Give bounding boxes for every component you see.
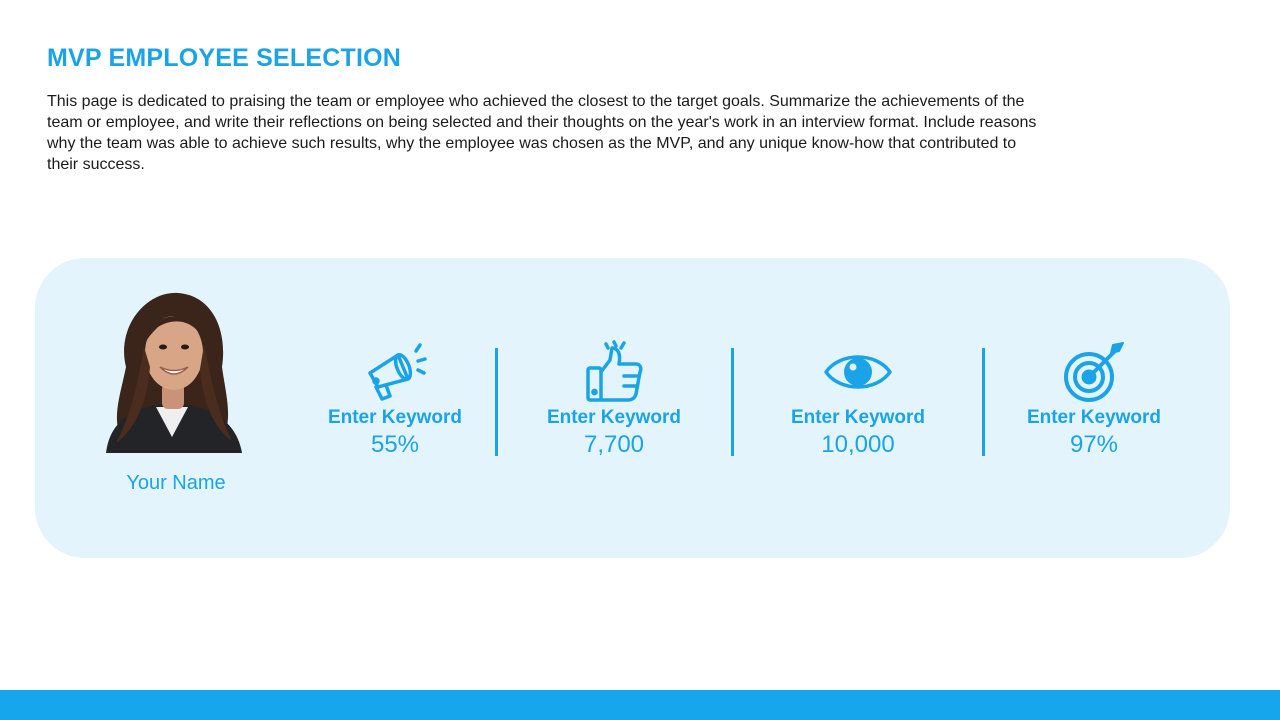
stat-value: 10,000 <box>821 431 895 458</box>
stat-value: 7,700 <box>583 431 645 458</box>
stat-item <box>295 338 495 460</box>
stat-item <box>758 338 958 460</box>
divider <box>982 348 985 456</box>
stat-item <box>514 338 714 460</box>
employee-photo <box>86 287 258 453</box>
stat-keyword: Enter Keyword <box>1026 407 1162 428</box>
page-title: MVP EMPLOYEE SELECTION <box>47 44 401 72</box>
stat-value: 55% <box>370 431 420 458</box>
eye-icon <box>822 350 894 394</box>
divider <box>731 348 734 456</box>
thumbs-up-icon <box>584 340 644 404</box>
employee-name: Your Name <box>126 472 226 494</box>
stat-value: 97% <box>1069 431 1119 458</box>
footer-bar <box>0 690 1280 720</box>
target-icon <box>1061 339 1127 405</box>
megaphone-icon <box>362 341 428 403</box>
stat-keyword: Enter Keyword <box>327 407 463 428</box>
divider <box>495 348 498 456</box>
employee-portrait-icon <box>86 287 258 453</box>
stat-keyword: Enter Keyword <box>790 407 926 428</box>
stat-item <box>994 338 1194 460</box>
page-description: This page is dedicated to praising the team or employee who achieved the closest to the target goals. Summarize the achievements of the team or employee, and write their reflections on being selected and their thoughts on the year's work in an interview format. Include reasons why the team was able to achieve such results, why the employee was chosen as the MVP, and any unique know-how that contributed to their success. <box>47 93 1037 173</box>
stat-keyword: Enter Keyword <box>546 407 682 428</box>
